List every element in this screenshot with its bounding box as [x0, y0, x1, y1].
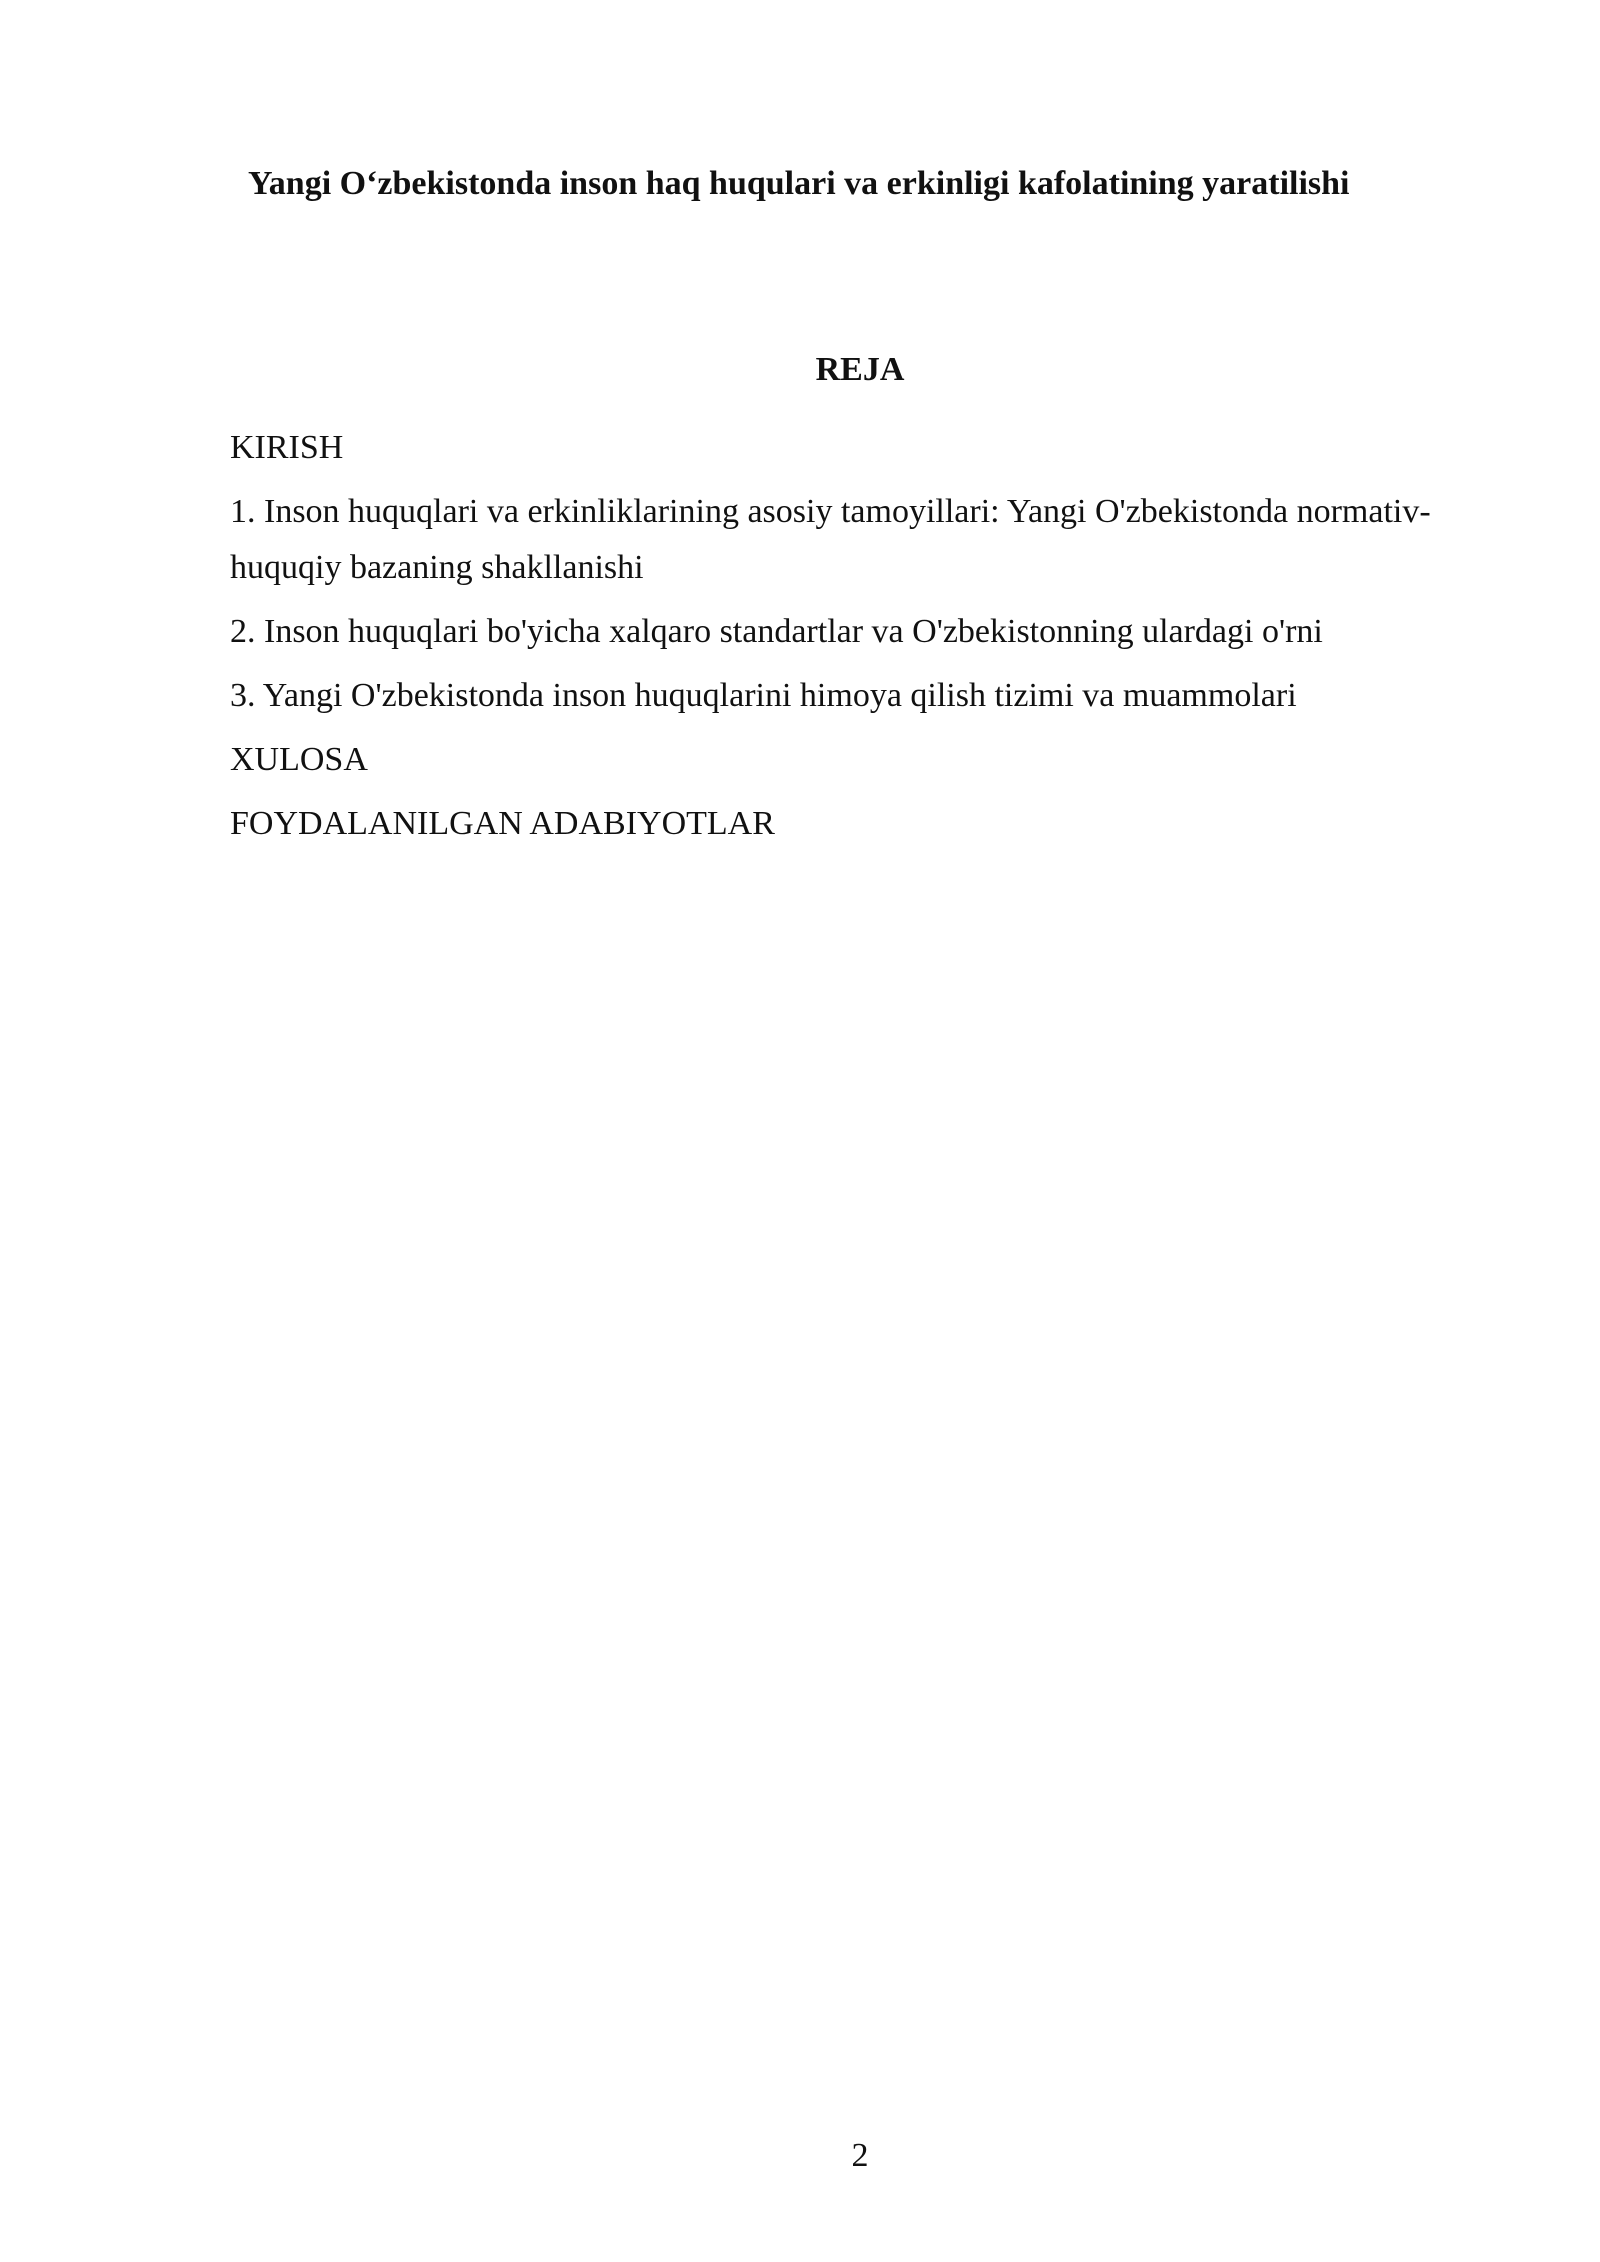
plan-list: [230, 420, 1460, 860]
plan-heading: REJA: [815, 351, 905, 388]
document-title: Yangi O‘zbekistonda inson haq huqulari va erkinligi kafolatining yaratilishi: [248, 165, 1350, 202]
plan-item-conclusion: XULOSA: [230, 741, 368, 778]
plan-item-intro: KIRISH: [230, 429, 344, 466]
plan-item-1: 1. Inson huquqlari va erkinliklarining asosiy tamoyillari: Yangi O'zbekistonda normativ-huquqiy bazaning shakllanishi: [230, 493, 1431, 586]
plan-item-references: FOYDALANILGAN ADABIYOTLAR: [230, 805, 775, 842]
plan-item-3: 3. Yangi O'zbekistonda inson huquqlarini himoya qilish tizimi va muammolari: [230, 677, 1297, 714]
page-number: 2: [851, 2137, 869, 2174]
plan-item-2: 2. Inson huquqlari bo'yicha xalqaro standartlar va O'zbekistonning ulardagi o'rni: [230, 613, 1323, 650]
